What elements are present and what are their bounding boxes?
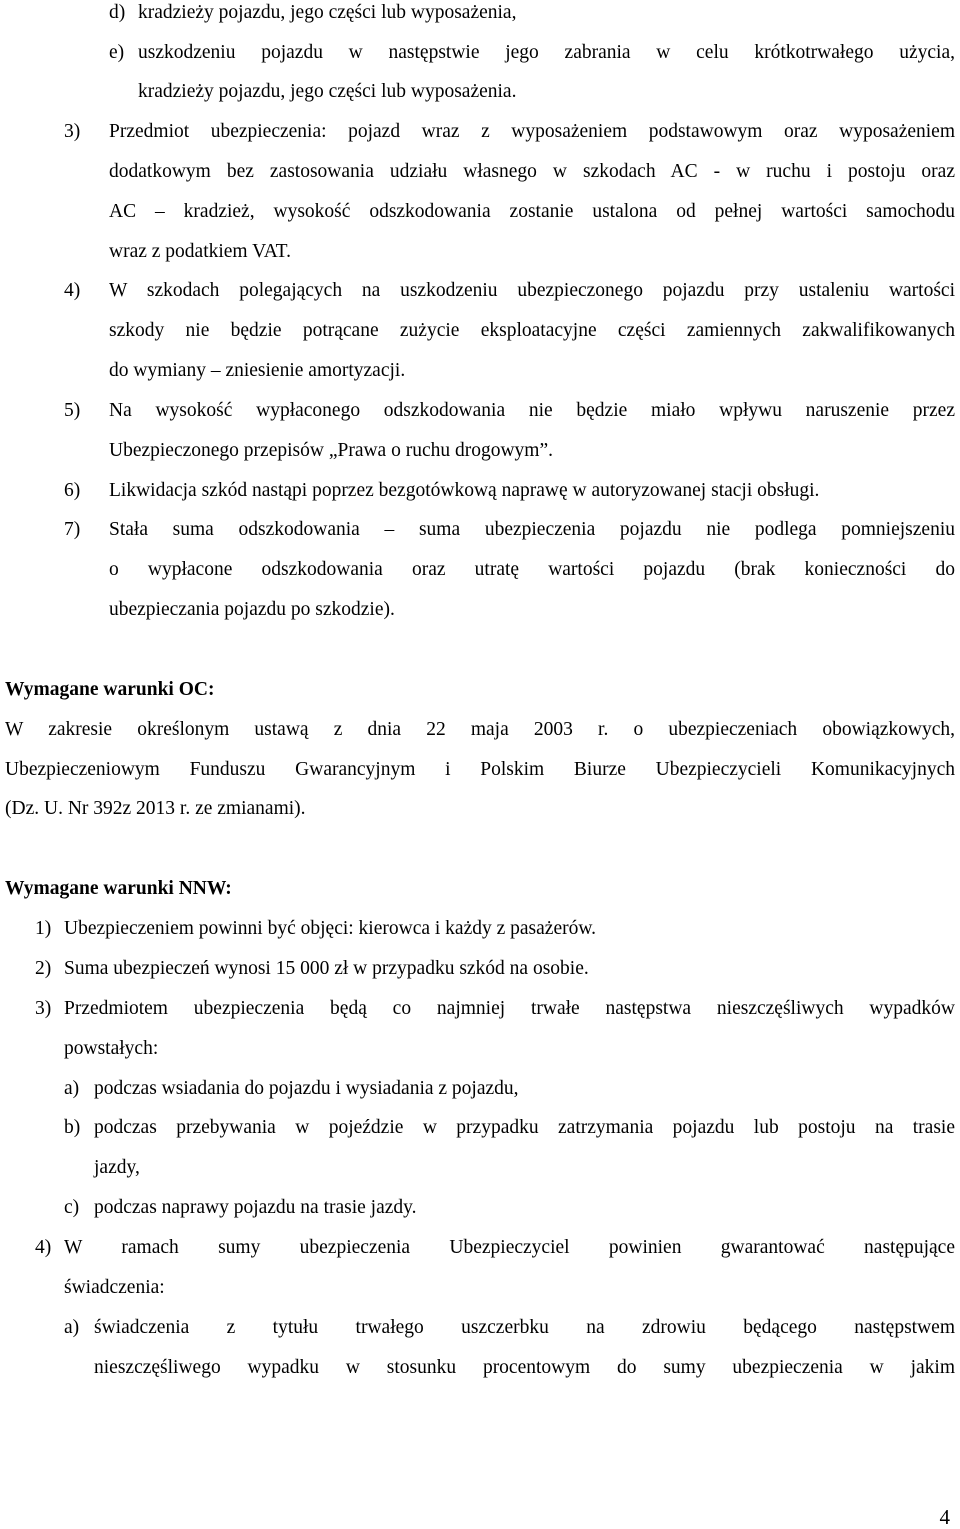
list-item-text: szkody nie będzie potrącane zużycie eksploatacyjne części zamiennych zakwalifikowanych <box>109 320 955 341</box>
sub-list-marker: c) <box>64 1197 80 1218</box>
list-marker: e) <box>109 42 125 63</box>
list-item-text: Likwidacja szkód nastąpi poprzez bezgotówkową naprawę w autoryzowanej stacji obsługi. <box>109 480 820 501</box>
sub-list-item-text: nieszczęśliwego wypadku w stosunku procentowym do sumy ubezpieczenia w jakim <box>94 1357 955 1378</box>
list-item-text: kradzieży pojazdu, jego części lub wyposażenia, <box>138 2 517 23</box>
list-marker: 3) <box>35 998 52 1019</box>
list-item-text: świadczenia: <box>64 1277 165 1298</box>
sub-list-item-text: podczas wsiadania do pojazdu i wysiadania z pojazdu, <box>94 1078 519 1099</box>
list-marker: 6) <box>64 480 81 501</box>
list-item-text: Przedmiot ubezpieczenia: pojazd wraz z wyposażeniem podstawowym oraz wyposażeniem <box>109 121 955 142</box>
list-item-text: Suma ubezpieczeń wynosi 15 000 zł w przypadku szkód na osobie. <box>64 958 589 979</box>
sub-list-marker: a) <box>64 1078 80 1099</box>
oc-text-line: Ubezpieczeniowym Funduszu Gwarancyjnym i Polskim Biurze Ubezpieczycieli Komunikacyjnych <box>5 759 955 780</box>
sub-list-item-text: jazdy, <box>94 1157 140 1178</box>
list-item-text: Na wysokość wypłaconego odszkodowania nie będzie miało wpływu naruszenie przez <box>109 400 955 421</box>
list-marker: 4) <box>35 1237 52 1258</box>
list-item-text: o wypłacone odszkodowania oraz utratę wartości pojazdu (brak konieczności do <box>109 559 955 580</box>
list-item-text: kradzieży pojazdu, jego części lub wyposażenia. <box>138 81 517 102</box>
sub-list-marker: b) <box>64 1117 81 1138</box>
list-marker: 7) <box>64 519 81 540</box>
list-item-text: AC – kradzież, wysokość odszkodowania zostanie ustalona od pełnej wartości samochodu <box>109 201 955 222</box>
list-marker: d) <box>109 2 126 23</box>
list-item-text: Przedmiotem ubezpieczenia będą co najmniej trwałe następstwa nieszczęśliwych wypadków <box>64 998 955 1019</box>
sub-list-marker: a) <box>64 1317 80 1338</box>
oc-text-line: W zakresie określonym ustawą z dnia 22 maja 2003 r. o ubezpieczeniach obowiązkowych, <box>5 719 955 740</box>
list-marker: 2) <box>35 958 52 979</box>
sub-list-item-text: świadczenia z tytułu trwałego uszczerbku na zdrowiu będącego następstwem <box>94 1317 955 1338</box>
list-marker: 4) <box>64 280 81 301</box>
list-marker: 3) <box>64 121 81 142</box>
sub-list-item-text: podczas naprawy pojazdu na trasie jazdy. <box>94 1197 417 1218</box>
list-item-text: do wymiany – zniesienie amortyzacji. <box>109 360 406 381</box>
list-item-text: Ubezpieczeniem powinni być objęci: kierowca i każdy z pasażerów. <box>64 918 597 939</box>
list-item-text: dodatkowym bez zastosowania udziału własnego w szkodach AC - w ruchu i postoju oraz <box>109 161 955 182</box>
list-item-text: W ramach sumy ubezpieczenia Ubezpieczyciel powinien gwarantować następujące <box>64 1237 955 1258</box>
list-item-text: Stała suma odszkodowania – suma ubezpieczenia pojazdu nie podlega pomniejszeniu <box>109 519 955 540</box>
oc-heading: Wymagane warunki OC: <box>5 679 215 700</box>
sub-list-item-text: podczas przebywania w pojeździe w przypadku zatrzymania pojazdu lub postoju na trasie <box>94 1117 955 1138</box>
oc-text-line: (Dz. U. Nr 392z 2013 r. ze zmianami). <box>5 798 306 819</box>
nnw-heading: Wymagane warunki NNW: <box>5 878 232 899</box>
list-item-text: W szkodach polegających na uszkodzeniu ubezpieczonego pojazdu przy ustaleniu wartości <box>109 280 955 301</box>
page-number: 4 <box>939 1505 950 1529</box>
list-item-text: Ubezpieczonego przepisów „Prawa o ruchu drogowym”. <box>109 440 554 461</box>
list-item-text: ubezpieczania pojazdu po szkodzie). <box>109 599 395 620</box>
list-item-text: powstałych: <box>64 1038 159 1059</box>
list-item-text: uszkodzeniu pojazdu w następstwie jego zabrania w celu krótkotrwałego użycia, <box>138 42 955 63</box>
list-marker: 1) <box>35 918 52 939</box>
list-marker: 5) <box>64 400 81 421</box>
list-item-text: wraz z podatkiem VAT. <box>109 241 291 262</box>
